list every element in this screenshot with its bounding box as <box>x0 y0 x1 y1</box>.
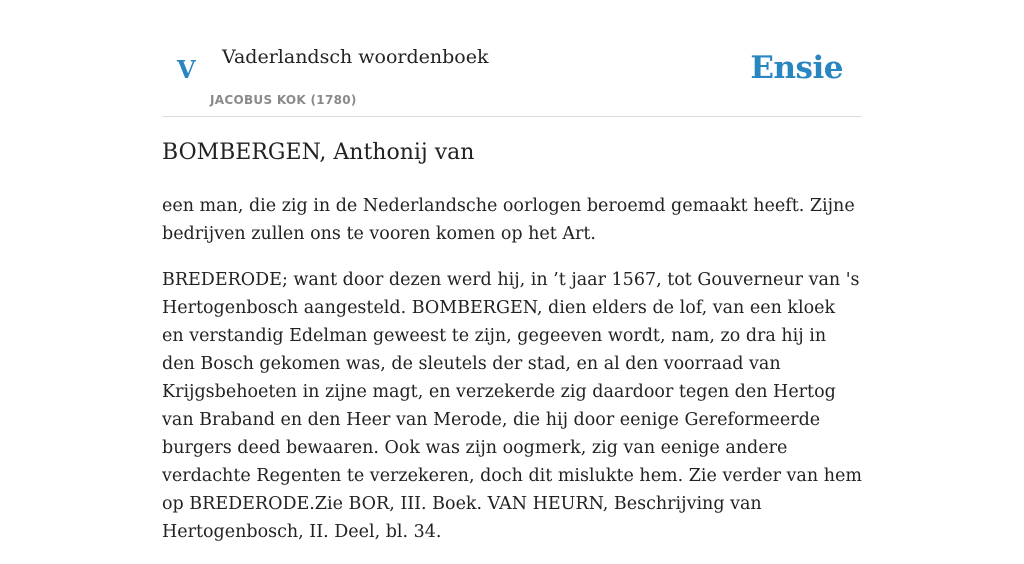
header <box>162 0 862 117</box>
entry-paragraph: een man, die zig in de Nederlandsche oorlogen beroemd gemaakt heeft. Zijne bedrijven zullen ons te vooren komen op het Art. <box>162 196 855 244</box>
ensie-logo-link[interactable]: Ensie <box>750 50 843 86</box>
entry-title: BOMBERGEN, Anthonij van <box>162 140 475 165</box>
entry-paragraph: BREDERODE; want door dezen werd hij, in ’t jaar 1567, tot Gouverneur van 's Hertogenbosch aangesteld. BOMBERGEN, dien elders de lof, van een kloek en verstandig Edelman geweest te zijn, gegeeven wordt, nam, zo dra hij in den Bosch gekomen was, de sleutels der stad, en al den voorraad van Krijgsbehoeten in zijne magt, en verzekerde zig daardoor tegen den Hertog van Braband en den Heer van Merode, die hij door eenige Gereformeerde burgers deed bewaaren. Ook was zijn oogmerk, zig van eenige andere verdachte Regenten te verzekeren, doch dit mislukte hem. Zie verder van hem op BREDERODE.Zie BOR, III. Boek. VAN HEURN, Beschrijving van Hertogenbosch, II. Deel, bl. 34. <box>162 270 862 542</box>
entry-body <box>162 192 862 564</box>
page-container <box>162 0 862 542</box>
book-letter-link[interactable]: V <box>177 55 196 84</box>
book-title-link[interactable]: Vaderlandsch woordenboek <box>222 46 489 68</box>
book-author: JACOBUS KOK (1780) <box>210 93 357 107</box>
